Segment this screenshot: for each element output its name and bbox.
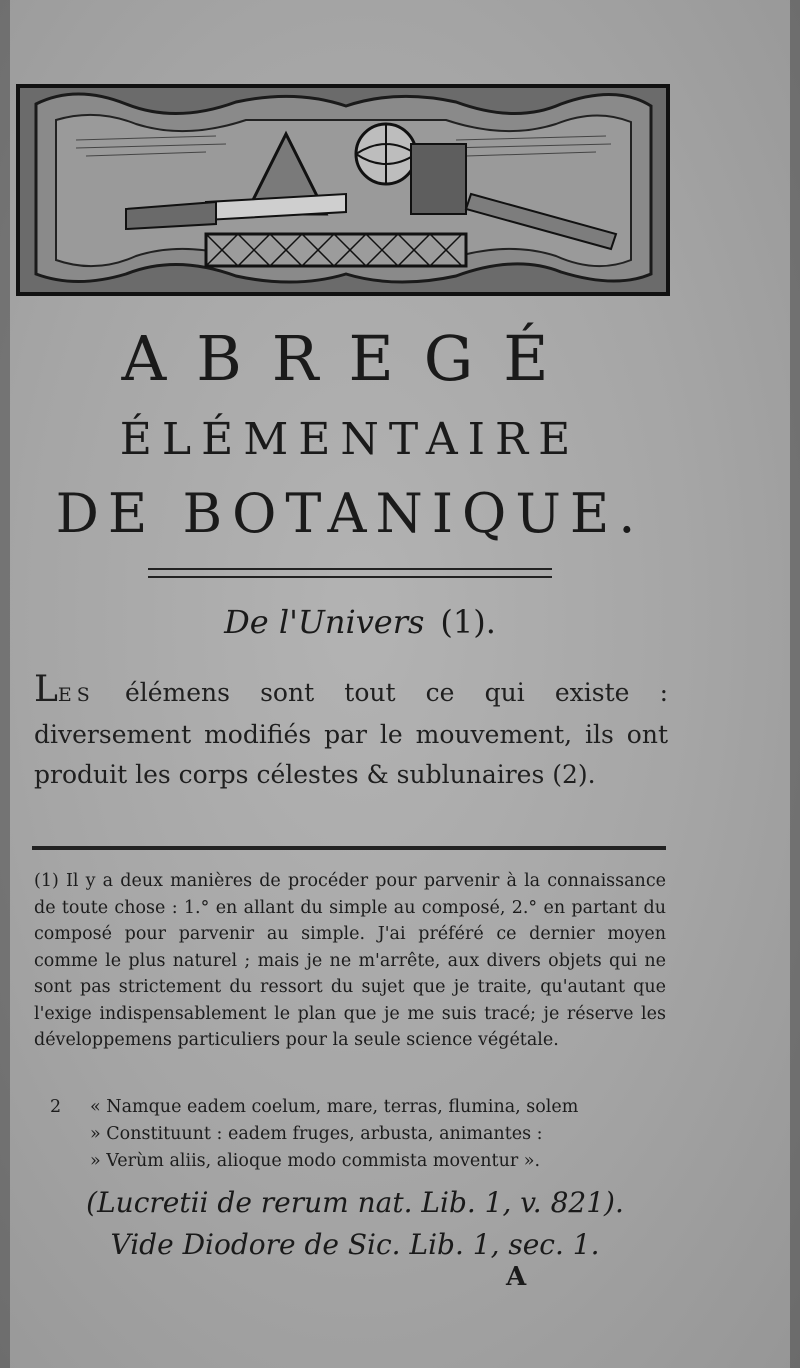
footnote-1: (1) Il y a deux manières de procéder pour parvenir à la connaissance de toute chose : 1.° en allant du simple au composé, 2.° en partant du composé pour parvenir au simple. J'ai préféré ce dernier moyen comme le plus naturel ; mais je ne m'arrête, aux divers objets qui ne sont pas strictement du ressort du sujet que je traite, qu'autant que l'exige indispensablement le plan que je me suis tracé; je réserve les développemens particuliers pour la seule science végétale. xyxy=(34,871,666,1050)
quote-line-2: » Constituunt : eadem fruges, arbusta, animantes : xyxy=(90,1124,543,1144)
section-heading xyxy=(0,603,720,641)
quote-line xyxy=(50,1094,670,1121)
page-edge-left xyxy=(0,0,10,1368)
quote-line-3: » Verùm aliis, alioque modo commista moventur ». xyxy=(90,1151,541,1171)
quote-line xyxy=(50,1148,670,1175)
drop-cap: L xyxy=(34,669,58,710)
quote-line xyxy=(50,1121,670,1148)
engraved-vignette xyxy=(16,84,670,296)
footnote-2 xyxy=(50,1094,670,1175)
section-heading-text: De l'Univers xyxy=(224,603,425,641)
title-elementaire: ÉLÉMENTAIRE xyxy=(119,414,581,465)
quote-line-1: « Namque eadem coelum, mare, terras, flumina, solem xyxy=(90,1097,579,1117)
small-caps-word: ES xyxy=(57,684,95,706)
body-paragraph xyxy=(34,669,668,795)
citation-block xyxy=(40,1182,670,1266)
citation-lucretius: (Lucretii de rerum nat. Lib. 1, v. 821). xyxy=(86,1186,624,1219)
footnote-separator xyxy=(32,846,666,850)
paragraph-text: élémens sont tout ce qui existe : diversement modifiés par le mouvement, ils ont produit les corps célestes & sublunaires (2). xyxy=(34,678,668,789)
section-heading-number: (1). xyxy=(440,603,496,641)
title-abrege: ABREGÉ xyxy=(121,322,579,395)
title-de-botanique: DE BOTANIQUE. xyxy=(55,482,645,545)
citation-diodore: Vide Diodore de Sic. Lib. 1, sec. 1. xyxy=(110,1228,600,1261)
double-rule-top xyxy=(148,568,552,570)
footnote-2-number: 2 xyxy=(50,1097,62,1117)
signature-mark: A xyxy=(506,1262,527,1292)
page-edge-right xyxy=(790,0,800,1368)
double-rule-bottom xyxy=(148,576,552,578)
